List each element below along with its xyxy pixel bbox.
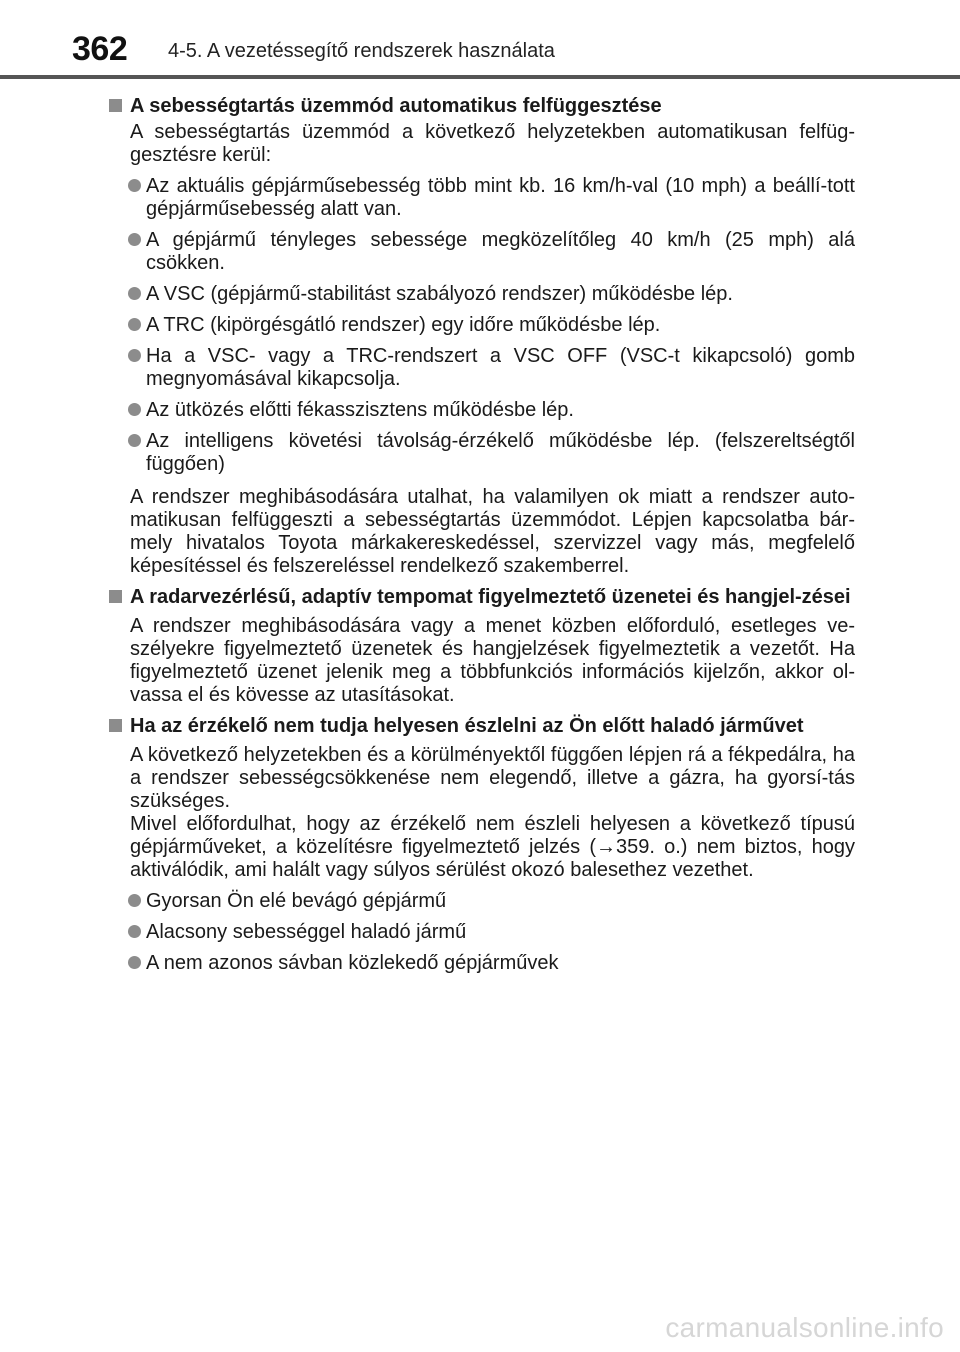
list-item: A nem azonos sávban közlekedő gépjárművek [105, 952, 855, 975]
list-item: A VSC (gépjármű-stabilitást szabályozó rendszer) működésbe lép. [105, 283, 855, 306]
circle-bullet-icon [128, 349, 141, 362]
malfunction-note: A rendszer meghibásodására utalhat, ha valamilyen ok miatt a rendszer auto-matikusan felfüggeszti a sebességtartás üzemmódot. Lépjen kapcsolatba bár-mely hivatalos Toyota márkakereskedéssel, szervizzel vagy más, megfelelő képesítéssel és felszereléssel rendelkező szakemberrel. [130, 486, 855, 577]
list-item: A TRC (kipörgésgátló rendszer) egy időre működésbe lép. [105, 314, 855, 337]
page-header [0, 0, 960, 80]
section-title-detection: Ha az érzékelő nem tudja helyesen észlelni az Ön előtt haladó járművet [105, 715, 855, 738]
circle-bullet-icon [128, 318, 141, 331]
section-intro: A sebességtartás üzemmód a következő helyzetekben automatikusan felfüg-gesztésre kerül: [130, 121, 855, 166]
page-content [105, 90, 855, 975]
header-rule [0, 75, 960, 79]
chapter-title: 4-5. A vezetéssegítő rendszerek használata [168, 40, 555, 62]
square-bullet-icon [109, 590, 122, 603]
circle-bullet-icon [128, 434, 141, 447]
circle-bullet-icon [128, 287, 141, 300]
circle-bullet-icon [128, 925, 141, 938]
circle-bullet-icon [128, 179, 141, 192]
list-item: A gépjármű tényleges sebessége megközelítőleg 40 km/h (25 mph) alá csökken. [105, 229, 855, 275]
watermark: carmanualsonline.info [665, 1312, 944, 1343]
list-item: Az intelligens követési távolság-érzékelő működésbe lép. (felszereltségtől függően) [105, 430, 855, 476]
section-title-warnings: A radarvezérlésű, adaptív tempomat figyelmeztető üzenetei és hangjel-zései [105, 586, 855, 609]
list-item: Alacsony sebességgel haladó jármű [105, 921, 855, 944]
circle-bullet-icon [128, 956, 141, 969]
circle-bullet-icon [128, 894, 141, 907]
detection-body-2: Mivel előfordulhat, hogy az érzékelő nem észleli helyesen a következő típusú gépjárműveket, a közelítésre figyelmeztető jelzés (→359. o.) nem biztos, hogy aktiválódik, ami halált vagy súlyos sérülést okozó balesethez vezethet. [130, 813, 855, 881]
circle-bullet-icon [128, 233, 141, 246]
list-item: Ha a VSC- vagy a TRC-rendszert a VSC OFF (VSC-t kikapcsoló) gomb megnyomásával kikapcsolja. [105, 345, 855, 391]
page-number: 362 [72, 30, 128, 68]
circle-bullet-icon [128, 403, 141, 416]
section-title-auto-cancel: A sebességtartás üzemmód automatikus felfüggesztése [105, 95, 855, 118]
square-bullet-icon [109, 99, 122, 112]
detection-body-1: A következő helyzetekben és a körülményektől függően lépjen rá a fékpedálra, ha a rendszer sebességcsökkenése nem elegendő, illetve a gázra, ha gyorsí-tás szükséges. [130, 744, 855, 812]
square-bullet-icon [109, 719, 122, 732]
list-item: Az ütközés előtti fékasszisztens működésbe lép. [105, 399, 855, 422]
warnings-body: A rendszer meghibásodására vagy a menet közben előforduló, esetleges ve-szélyekre figyelmeztető üzenetek és hangjelzések figyelmeztetik a vezetőt. Ha figyelmeztető üzenet jelenik meg a többfunkciós információs kijelzőn, akkor ol-vassa el és kövesse az utasításokat. [130, 615, 855, 706]
list-item: Gyorsan Ön elé bevágó gépjármű [105, 890, 855, 913]
list-item: Az aktuális gépjárműsebesség több mint kb. 16 km/h-val (10 mph) a beállí-tott gépjárműsebesség alatt van. [105, 175, 855, 221]
